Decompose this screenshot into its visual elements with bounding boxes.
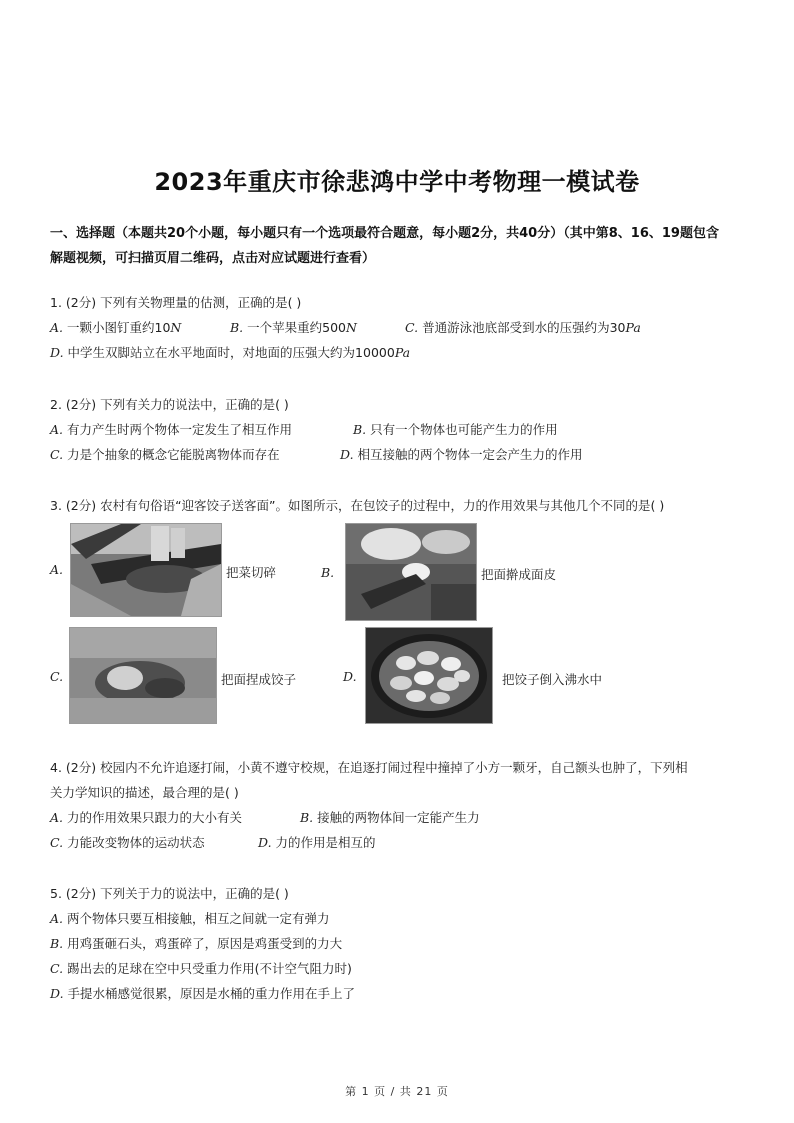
question-4: [50, 755, 750, 855]
q2-option-d[interactable]: D. 相互接触的两个物体一定会产生力的作用: [340, 447, 583, 462]
q5-option-a[interactable]: A. 两个物体只要互相接触，相互之间就一定有弹力: [50, 911, 330, 926]
section-heading: [50, 221, 750, 271]
q1-option-c[interactable]: C. 普通游泳池底部受到水的压强约为30Pa: [405, 320, 641, 335]
q3-option-a-label[interactable]: A.: [50, 562, 64, 577]
q3-option-b-label[interactable]: B.: [321, 565, 335, 580]
section-heading-line1: 一、选择题（本题共20个小题，每小题只有一个选项最符合题意，每小题2分，共40分）（其中第8、16、19题包含: [50, 226, 719, 241]
question-5-stem: 5. (2分) 下列关于力的说法中，正确的是( ): [50, 886, 289, 901]
q3-option-a-text: 把菜切碎: [226, 565, 277, 580]
q3-option-c-label[interactable]: C.: [50, 669, 64, 684]
q4-option-a[interactable]: A. 力的作用效果只跟力的大小有关: [50, 810, 243, 825]
question-3: [50, 493, 750, 518]
q3-option-c-text: 把面捏成饺子: [221, 672, 297, 687]
question-3-stem: 3. (2分) 农村有句俗语“迎客饺子送客面”。如图所示，在包饺子的过程中，力的作用效果与其他几个不同的是( ): [50, 498, 665, 513]
q1-option-a[interactable]: A. 一颗小图钉重约10N: [50, 320, 182, 335]
dumplings-in-water-image: [366, 628, 492, 723]
rolling-dough-image: [346, 524, 476, 620]
question-1-stem: 1. (2分) 下列有关物理量的估测，正确的是( ): [50, 295, 302, 310]
question-5: [50, 881, 750, 1006]
question-4-stem-line2: 关力学知识的描述，最合理的是( ): [50, 785, 239, 800]
q2-option-b[interactable]: B. 只有一个物体也可能产生力的作用: [353, 422, 558, 437]
q3-option-a-image[interactable]: [70, 523, 222, 617]
q4-option-d[interactable]: D. 力的作用是相互的: [258, 835, 376, 850]
q4-option-c[interactable]: C. 力能改变物体的运动状态: [50, 835, 205, 850]
q3-option-b-image[interactable]: [345, 523, 477, 621]
page-footer: 第 1 页 / 共 21 页: [345, 1085, 449, 1098]
q5-option-d[interactable]: D. 手提水桶感觉很累，原因是水桶的重力作用在手上了: [50, 986, 356, 1001]
q1-option-b[interactable]: B. 一个苹果重约500N: [230, 320, 357, 335]
q3-option-b-text: 把面擀成面皮: [481, 567, 557, 582]
q3-option-d-text: 把饺子倒入沸水中: [502, 672, 603, 687]
q2-option-c[interactable]: C. 力是个抽象的概念它能脱离物体而存在: [50, 447, 280, 462]
chopping-vegetables-image: [71, 524, 221, 616]
section-heading-line2: 解题视频，可扫描页眉二维码，点击对应试题进行查看）: [50, 251, 376, 266]
question-1: [50, 290, 750, 365]
shaping-dumplings-image: [70, 628, 216, 723]
q3-option-d-label[interactable]: D.: [343, 669, 357, 684]
page-title: 2023年重庆市徐悲鸿中学中考物理一模试卷: [154, 168, 640, 196]
q3-option-c-image[interactable]: [69, 627, 217, 724]
q2-option-a[interactable]: A. 有力产生时两个物体一定发生了相互作用: [50, 422, 293, 437]
question-4-stem-line1: 4. (2分) 校园内不允许追逐打闹，小黄不遵守校规，在追逐打闹过程中撞掉了小方一颗牙，自己额头也肿了，下列相: [50, 760, 688, 775]
q5-option-c[interactable]: C. 踢出去的足球在空中只受重力作用(不计空气阻力时): [50, 961, 352, 976]
q5-option-b[interactable]: B. 用鸡蛋砸石头，鸡蛋碎了，原因是鸡蛋受到的力大: [50, 936, 343, 951]
question-2-stem: 2. (2分) 下列有关力的说法中，正确的是( ): [50, 397, 289, 412]
question-2: [50, 392, 750, 467]
q4-option-b[interactable]: B. 接触的两物体间一定能产生力: [300, 810, 480, 825]
q1-option-d[interactable]: D. 中学生双脚站立在水平地面时，对地面的压强大约为10000 Pa: [50, 345, 411, 360]
q3-option-d-image[interactable]: [365, 627, 493, 724]
